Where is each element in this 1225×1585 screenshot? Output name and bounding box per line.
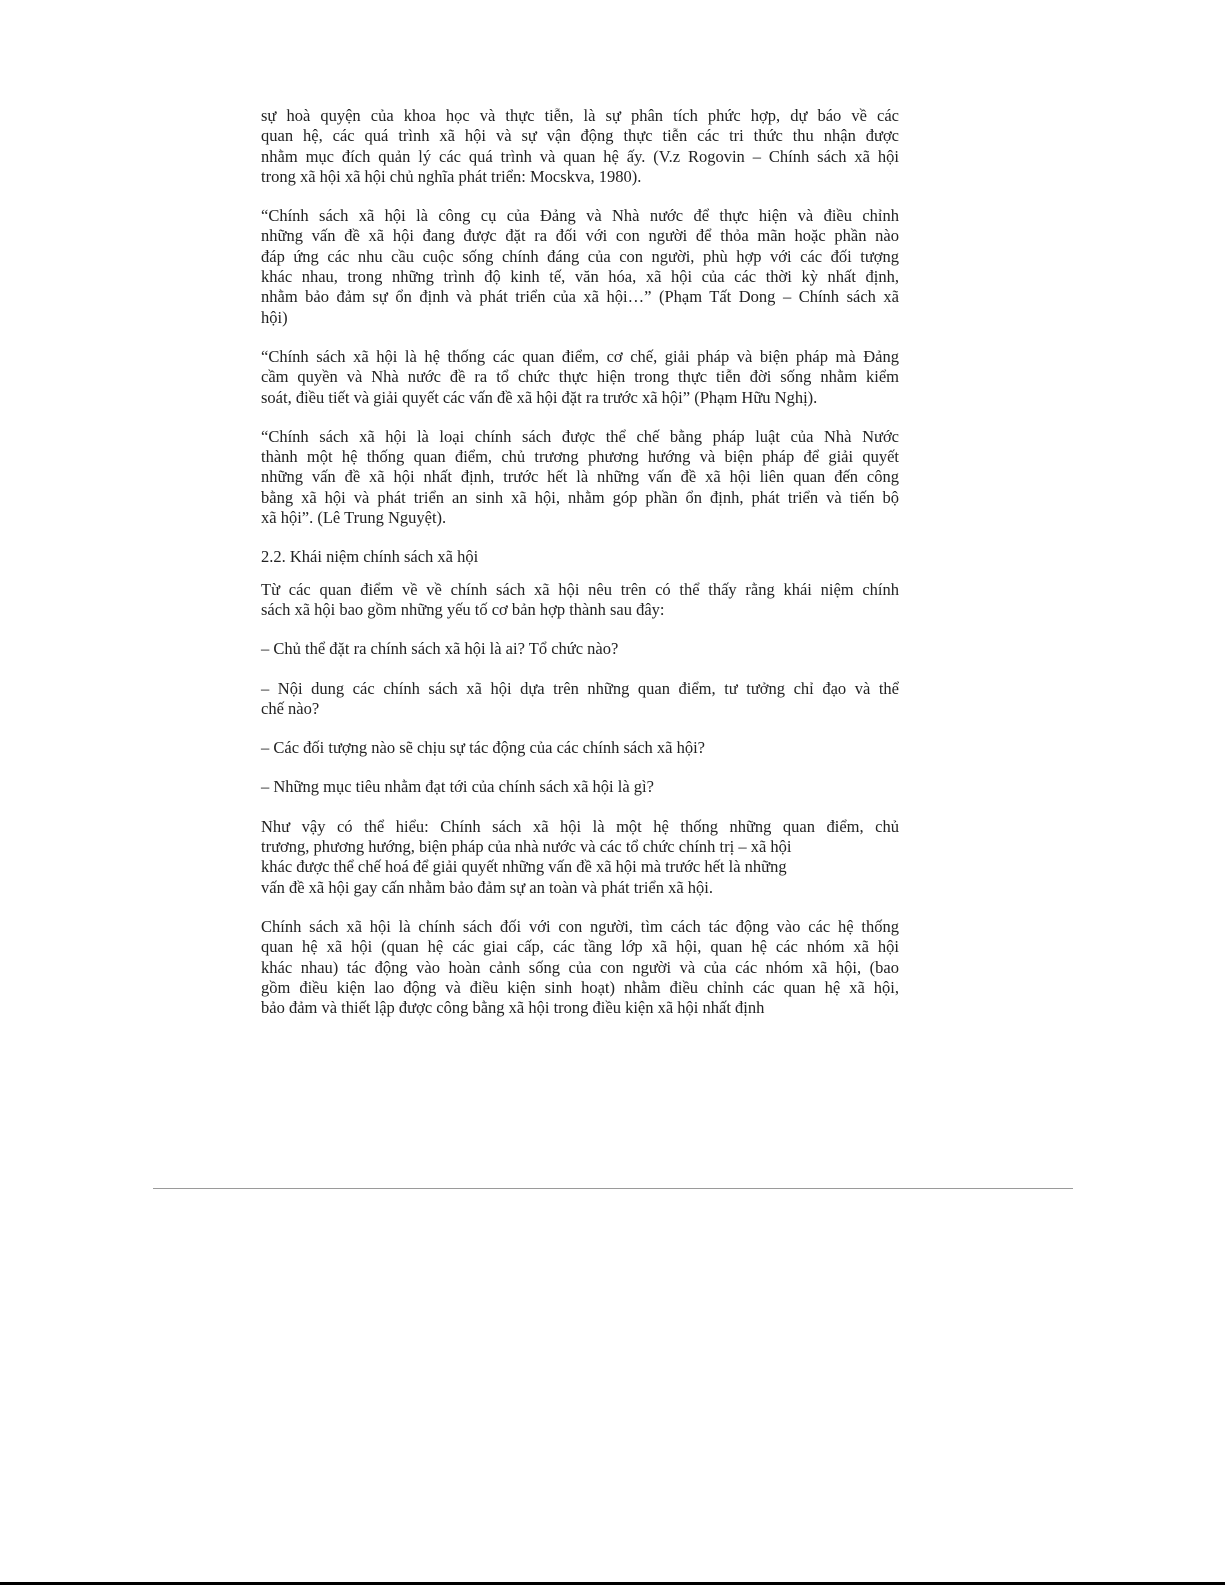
- bullet-subject: [261, 639, 899, 659]
- text-line: khác nhau, trong những trình độ kinh tế, văn hóa, xã hội của các thời kỳ nhất định,: [261, 267, 899, 287]
- text-line: sự hoà quyện của khoa học và thực tiễn, là sự phân tích phức hợp, dự báo về các: [261, 106, 899, 125]
- bullet-goals: [261, 777, 899, 797]
- text-line: “Chính sách xã hội là hệ thống các quan điểm, cơ chế, giải pháp và biện pháp mà Đảng: [261, 346, 899, 366]
- paragraph-intro-elements: [261, 580, 899, 621]
- paragraph-pham-huu-nghi: [261, 347, 899, 408]
- text-line: những vấn đề xã hội nhất định, trước hết là những vấn đề xã hội liên quan đến công: [261, 467, 899, 487]
- text-line: bảo đảm và thiết lập được công bằng xã hội trong điều kiện xã hội nhất định: [261, 998, 765, 1018]
- text-line: soát, điều tiết và giải quyết các vấn đề xã hội đặt ra trước xã hội” (Phạm Hữu Nghị).: [261, 387, 818, 407]
- text-line: nhằm mục đích quản lý các quá trình và quan hệ ấy. (V.z Rogovin – Chính sách xã hội: [261, 146, 899, 166]
- bullet-content: [261, 679, 899, 720]
- text-line: những vấn đề xã hội đang được đặt ra đối với con người để thỏa mãn hoặc phần nào: [261, 226, 899, 246]
- text-line: đáp ứng các nhu cầu cuộc sống chính đáng của con người, phù hợp với các đối tượng: [261, 246, 899, 266]
- text-line: – Chủ thể đặt ra chính sách xã hội là ai? Tổ chức nào?: [261, 639, 619, 659]
- text-line: Chính sách xã hội là chính sách đối với con người, tìm cách tác động vào các hệ thống: [261, 916, 899, 936]
- paragraph-policy-for-people: [261, 917, 899, 1018]
- text-line: bằng xã hội và phát triển an sinh xã hội, nhằm góp phần ổn định, phát triển và tiến bộ: [261, 487, 899, 507]
- text-line: thành một hệ thống quan điểm, chủ trương phương hướng và biện pháp để giải quyết: [261, 447, 899, 467]
- text-line: quan hệ xã hội (quan hệ các giai cấp, các tầng lớp xã hội, quan hệ các nhóm xã hội: [261, 937, 899, 957]
- text-line: Như vậy có thể hiểu: Chính sách xã hội là một hệ thống những quan điểm, chủ: [261, 816, 899, 836]
- bullet-targets: [261, 738, 899, 758]
- text-line: khác được thể chế hoá để giải quyết những vấn đề xã hội mà trước hết là những: [261, 857, 787, 877]
- text-line: hội): [261, 307, 288, 327]
- text-line: quan hệ, các quá trình xã hội và sự vận động thực tiễn các tri thức thu nhận được: [261, 126, 899, 146]
- text-line: – Các đối tượng nào sẽ chịu sự tác động của các chính sách xã hội?: [261, 738, 706, 758]
- text-line: khác nhau) tác động vào hoàn cảnh sống của con người và của các nhóm xã hội, (bao: [261, 957, 899, 977]
- section-heading: 2.2. Khái niệm chính sách xã hội: [261, 547, 479, 567]
- paragraph-pham-tat-dong: [261, 206, 899, 328]
- paragraph-definition: [261, 817, 899, 898]
- text-line: “Chính sách xã hội là công cụ của Đảng và Nhà nước để thực hiện và điều chỉnh: [261, 206, 899, 226]
- text-line: Từ các quan điểm về về chính sách xã hội nêu trên có thể thấy rằng khái niệm chính: [261, 579, 899, 599]
- text-line: trong xã hội xã hội chủ nghĩa phát triển: Mocskva, 1980).: [261, 166, 642, 186]
- text-line: chế nào?: [261, 698, 320, 718]
- text-line: trương, phương hướng, biện pháp của nhà nước và các tổ chức chính trị – xã hội: [261, 837, 792, 857]
- text-line: gồm điều kiện lao động và điều kiện sinh hoạt) nhằm điều chỉnh các quan hệ xã hội,: [261, 977, 899, 997]
- document-body: [261, 106, 899, 1018]
- paragraph-le-trung-nguyet: [261, 427, 899, 528]
- text-line: nhằm bảo đảm sự ổn định và phát triển của xã hội…” (Phạm Tất Dong – Chính sách xã: [261, 287, 899, 307]
- text-line: cầm quyền và Nhà nước đề ra tổ chức thực hiện trong thực tiễn đời sống nhằm kiểm: [261, 367, 899, 387]
- page-divider: [153, 1188, 1073, 1189]
- text-line: sách xã hội bao gồm những yếu tố cơ bản hợp thành sau đây:: [261, 599, 665, 619]
- text-line: – Nội dung các chính sách xã hội dựa trên những quan điểm, tư tưởng chỉ đạo và thể: [261, 678, 899, 698]
- paragraph-rogovin: [261, 106, 899, 187]
- text-line: “Chính sách xã hội là loại chính sách được thể chế bằng pháp luật của Nhà Nước: [261, 426, 899, 446]
- text-line: vấn đề xã hội gay cấn nhằm bảo đảm sự an toàn và phát triển xã hội.: [261, 877, 714, 897]
- text-line: xã hội”. (Lê Trung Nguyệt).: [261, 508, 447, 528]
- text-line: – Những mục tiêu nhằm đạt tới của chính sách xã hội là gì?: [261, 777, 654, 797]
